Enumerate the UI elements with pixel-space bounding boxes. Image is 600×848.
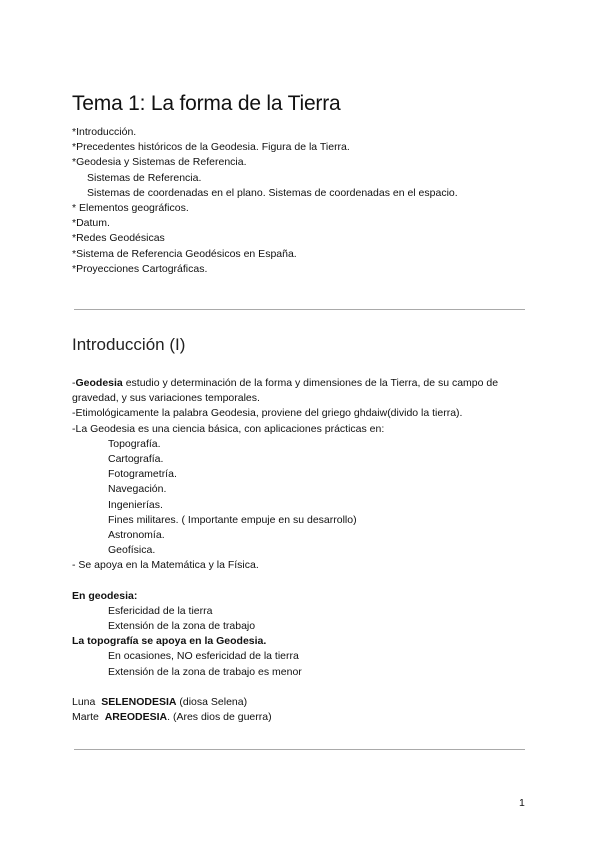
section-divider [74,749,525,750]
luna-line [72,695,532,710]
etymology-paragraph: -Etimológicamente la palabra Geodesia, proviene del griego ghdaiw(divido la tierra). [72,407,463,420]
application-item: Topografía. [108,437,161,450]
definition-term: Geodesia [75,377,123,389]
toc-item: *Proyecciones Cartográficas. [72,262,208,275]
spacer [72,680,532,695]
topografia-heading: La topografía se apoya en la Geodesia. [72,635,267,648]
definition-text: estudio y determinación de la forma y dimensiones de la Tierra, de su campo de gravedad, y sus variaciones temporales. [72,377,499,405]
toc-subitem: Sistemas de coordenadas en el plano. Sistemas de coordenadas en el espacio. [87,186,458,199]
marte-suffix: . (Ares dios de guerra) [167,711,272,724]
marte-term: AREODESIA [104,711,168,724]
spacer [72,574,532,589]
definition-prefix: - [72,377,76,389]
application-item: Astronomía. [108,529,165,542]
support-paragraph: - Se apoya en la Matemática y la Física. [72,559,259,572]
toc-item: *Datum. [72,217,110,230]
application-item: Cartografía. [108,453,164,466]
marte-line [72,710,532,725]
page-number: 1 [519,797,525,809]
luna-term: SELENODESIA [101,695,177,708]
application-item: Navegación. [108,483,167,496]
application-item: Ingenierías. [108,498,163,511]
section-divider [74,309,525,310]
toc-item: * Elementos geográficos. [72,202,189,215]
toc-item: *Introducción. [72,126,137,138]
table-of-contents [72,125,458,277]
toc-item: *Geodesia y Sistemas de Referencia. [72,156,247,169]
applications-intro: -La Geodesia es una ciencia básica, con aplicaciones prácticas en: [72,422,385,435]
geodesia-heading: En geodesia: [72,589,138,602]
luna-suffix: (diosa Selena) [176,695,248,708]
marte-prefix: Marte [72,711,105,724]
definition-paragraph [72,376,532,406]
topografia-item: Extensión de la zona de trabajo es menor [108,665,302,678]
application-item: Fines militares. ( Importante empuje en su desarrollo) [108,513,357,526]
toc-subitem: Sistemas de Referencia. [87,171,202,184]
geodesia-item: Extensión de la zona de trabajo [108,620,256,633]
toc-item: *Precedentes históricos de la Geodesia. Figura de la Tierra. [72,141,350,154]
toc-item: *Sistema de Referencia Geodésicos en España. [72,247,297,260]
geodesia-item: Esfericidad de la tierra [108,604,213,617]
section-content [72,376,532,725]
application-item: Fotogrametría. [108,468,177,481]
page-title: Tema 1: La forma de la Tierra [72,92,341,115]
luna-prefix: Luna [72,695,102,708]
topografia-item: En ocasiones, NO esfericidad de la tierra [108,650,299,663]
section-title: Introducción (I) [72,335,186,354]
application-item: Geofísica. [108,544,156,557]
toc-item: *Redes Geodésicas [72,232,165,245]
